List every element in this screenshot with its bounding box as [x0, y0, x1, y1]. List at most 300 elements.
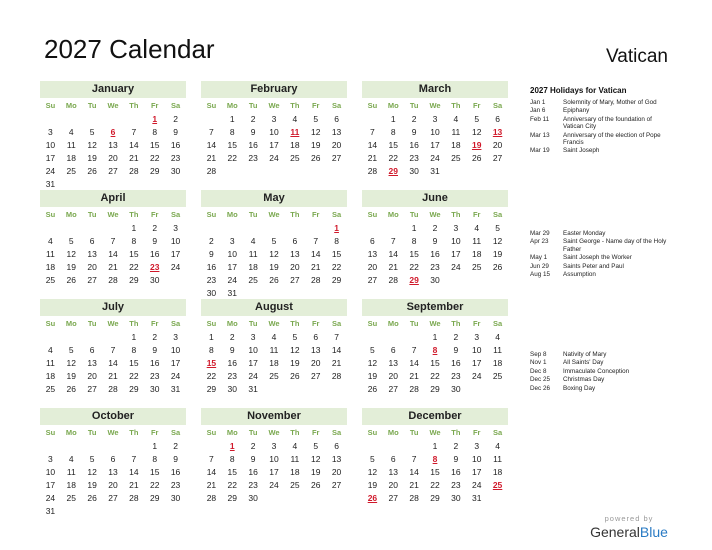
- day-cell: 21: [129, 153, 139, 163]
- day-cell: 22: [227, 480, 237, 490]
- day-cell: 3: [173, 223, 178, 233]
- day-cell: 13: [87, 249, 97, 259]
- day-cell: 5: [68, 236, 74, 246]
- weekday-label: Tu: [87, 101, 97, 110]
- day-cell: 29: [227, 493, 237, 503]
- day-cell: 3: [474, 332, 480, 342]
- day-cell: 10: [170, 236, 181, 246]
- weekday-label: We: [107, 210, 119, 219]
- day-cell: 29: [149, 166, 160, 176]
- empty-day-cell: [61, 113, 82, 126]
- day-cell: 9: [411, 127, 417, 137]
- holiday-name: Boxing Day: [563, 384, 596, 392]
- weekday-label: Mo: [226, 210, 238, 219]
- day-grid: [40, 331, 186, 396]
- weekday-label: Tu: [87, 210, 97, 219]
- weekday-header: [40, 426, 186, 440]
- day-cell: 9: [152, 345, 158, 355]
- weekday-label: Sa: [492, 319, 503, 328]
- day-cell: 22: [388, 153, 398, 163]
- day-cell: 2: [453, 332, 459, 342]
- day-cell: 9: [152, 236, 158, 246]
- holiday-list-q3: [530, 351, 670, 393]
- day-cell: 23: [248, 153, 258, 163]
- day-cell: 1: [411, 223, 417, 233]
- day-cell: 21: [129, 480, 139, 490]
- day-cell: 3: [250, 332, 256, 342]
- weekday-label: Fr: [150, 210, 159, 219]
- day-cell: 21: [108, 262, 118, 272]
- day-cell: 9: [250, 454, 256, 464]
- day-cell: 26: [492, 262, 503, 272]
- day-cell: 12: [310, 127, 321, 137]
- day-cell: 17: [471, 358, 482, 368]
- holiday-day-cell: 29: [388, 166, 398, 176]
- weekday-header: [201, 208, 347, 222]
- day-cell: 8: [152, 127, 158, 137]
- day-cell: 25: [290, 153, 300, 163]
- day-cell: 17: [269, 140, 279, 150]
- holiday-date: Nov 1: [530, 359, 547, 367]
- weekday-label: Tu: [409, 319, 419, 328]
- day-cell: 5: [495, 223, 500, 233]
- weekday-label: Mo: [226, 101, 238, 110]
- day-cell: 23: [170, 480, 181, 490]
- month-header: October: [40, 408, 186, 425]
- day-cell: 17: [170, 249, 181, 259]
- day-cell: 30: [451, 493, 461, 503]
- day-cell: 10: [227, 249, 237, 259]
- day-cell: 23: [430, 262, 440, 272]
- day-cell: 5: [474, 114, 480, 124]
- day-cell: 14: [367, 140, 378, 150]
- weekday-label: We: [268, 101, 280, 110]
- day-grid: [362, 440, 508, 505]
- day-cell: 9: [453, 454, 459, 464]
- holiday-entry: [530, 107, 670, 114]
- day-cell: 12: [269, 249, 279, 259]
- day-cell: 26: [87, 493, 97, 503]
- month-march: [362, 81, 508, 178]
- weekday-label: Tu: [248, 428, 258, 437]
- day-cell: 12: [367, 358, 378, 368]
- weekday-label: Sa: [331, 319, 342, 328]
- day-cell: 29: [129, 384, 139, 394]
- day-cell: 28: [331, 371, 342, 381]
- day-cell: 19: [269, 262, 279, 272]
- day-cell: 23: [451, 480, 461, 490]
- holiday-date: Apr 23: [530, 238, 549, 246]
- weekday-label: We: [429, 101, 441, 110]
- day-cell: 21: [310, 262, 321, 272]
- empty-day-cell: [243, 222, 264, 235]
- day-cell: 18: [290, 467, 300, 477]
- day-cell: 23: [409, 153, 419, 163]
- day-cell: 17: [471, 467, 482, 477]
- weekday-label: Fr: [150, 428, 159, 437]
- day-cell: 11: [493, 345, 502, 355]
- day-cell: 22: [129, 262, 139, 272]
- day-cell: 18: [492, 467, 503, 477]
- day-cell: 13: [108, 467, 118, 477]
- day-cell: 24: [471, 371, 482, 381]
- day-cell: 25: [45, 384, 56, 394]
- month-december: [362, 408, 508, 505]
- weekday-header: [40, 208, 186, 222]
- holiday-name: Saint Joseph: [563, 147, 600, 155]
- holiday-day-cell: 13: [492, 127, 503, 137]
- day-cell: 7: [411, 454, 417, 464]
- weekday-header: [201, 317, 347, 331]
- day-cell: 28: [206, 166, 217, 176]
- powered-by-text: powered by: [604, 514, 654, 523]
- day-cell: 14: [310, 249, 321, 259]
- holiday-name: Assumption: [563, 271, 596, 279]
- empty-day-cell: [284, 222, 305, 235]
- weekday-label: Su: [367, 210, 378, 219]
- empty-day-cell: [201, 222, 222, 235]
- day-cell: 29: [206, 384, 217, 394]
- empty-day-cell: [383, 440, 404, 453]
- weekday-label: We: [107, 101, 119, 110]
- day-cell: 22: [149, 153, 160, 163]
- day-cell: 16: [451, 358, 461, 368]
- day-cell: 14: [388, 249, 398, 259]
- month-header: December: [362, 408, 508, 425]
- day-cell: 11: [269, 345, 279, 355]
- empty-day-cell: [103, 113, 124, 126]
- weekday-label: We: [429, 319, 441, 328]
- weekday-label: We: [268, 210, 280, 219]
- weekday-label: Th: [451, 428, 461, 437]
- holiday-date: Jun 29: [530, 262, 549, 270]
- holiday-name: Epiphany: [563, 107, 590, 115]
- day-cell: 28: [409, 384, 419, 394]
- weekday-label: Sa: [170, 428, 181, 437]
- holiday-date: Dec 26: [530, 384, 550, 392]
- day-cell: 14: [409, 467, 419, 477]
- day-cell: 11: [451, 127, 461, 137]
- day-cell: 16: [149, 249, 160, 259]
- day-cell: 24: [170, 371, 181, 381]
- day-cell: 25: [471, 262, 482, 272]
- weekday-label: We: [429, 428, 441, 437]
- day-cell: 24: [451, 262, 461, 272]
- empty-day-cell: [404, 331, 425, 344]
- day-cell: 9: [229, 345, 235, 355]
- day-cell: 11: [493, 454, 502, 464]
- day-grid: [40, 440, 186, 518]
- day-cell: 4: [271, 332, 277, 342]
- day-cell: 6: [313, 332, 319, 342]
- weekday-label: Su: [45, 428, 56, 437]
- day-cell: 20: [388, 371, 398, 381]
- month-may: [201, 190, 347, 300]
- day-cell: 7: [411, 345, 417, 355]
- day-cell: 28: [129, 166, 139, 176]
- month-header: November: [201, 408, 347, 425]
- day-cell: 3: [229, 236, 235, 246]
- day-cell: 23: [206, 275, 217, 285]
- weekday-label: Su: [367, 101, 378, 110]
- day-cell: 31: [430, 166, 440, 176]
- day-cell: 17: [170, 358, 181, 368]
- day-cell: 10: [269, 127, 279, 137]
- day-cell: 4: [250, 236, 256, 246]
- day-cell: 2: [209, 236, 214, 246]
- day-cell: 10: [269, 454, 279, 464]
- day-cell: 18: [248, 262, 258, 272]
- holiday-name: Saint George - Name day of the Holy Father: [563, 238, 667, 253]
- holiday-name: Solemnity of Mary, Mother of God: [563, 99, 657, 106]
- day-cell: 19: [87, 480, 97, 490]
- weekday-label: Sa: [170, 101, 181, 110]
- weekday-header: [362, 426, 508, 440]
- day-cell: 3: [474, 441, 480, 451]
- day-cell: 27: [388, 384, 398, 394]
- month-july: [40, 299, 186, 396]
- weekday-label: Sa: [170, 319, 181, 328]
- day-cell: 6: [334, 114, 339, 124]
- holiday-day-cell: 29: [409, 275, 419, 285]
- day-cell: 7: [209, 454, 214, 464]
- holiday-day-cell: 1: [152, 114, 158, 124]
- holiday-day-cell: 23: [149, 262, 160, 272]
- weekday-label: Tu: [248, 210, 258, 219]
- day-cell: 1: [209, 332, 214, 342]
- holiday-entry: [530, 132, 670, 147]
- day-cell: 9: [173, 454, 178, 464]
- holiday-entry: [530, 385, 670, 392]
- day-cell: 30: [206, 288, 217, 298]
- weekday-label: Tu: [87, 319, 97, 328]
- month-november: [201, 408, 347, 505]
- day-cell: 3: [48, 127, 53, 137]
- month-header: January: [40, 81, 186, 98]
- weekday-label: Sa: [331, 101, 342, 110]
- weekday-label: Sa: [492, 101, 503, 110]
- holiday-day-cell: 11: [290, 127, 300, 137]
- empty-day-cell: [61, 222, 82, 235]
- holiday-name: Anniversary of the election of Pope Francis: [563, 131, 661, 147]
- day-cell: 25: [248, 275, 258, 285]
- month-january: [40, 81, 186, 191]
- day-cell: 20: [331, 467, 342, 477]
- day-cell: 12: [471, 127, 482, 137]
- day-cell: 3: [271, 441, 277, 451]
- weekday-header: [40, 99, 186, 113]
- day-cell: 3: [48, 454, 53, 464]
- day-cell: 13: [388, 358, 398, 368]
- month-header: June: [362, 190, 508, 207]
- day-cell: 8: [131, 236, 137, 246]
- day-cell: 28: [367, 166, 378, 176]
- day-cell: 24: [471, 480, 482, 490]
- day-cell: 2: [152, 223, 158, 233]
- day-cell: 17: [227, 262, 237, 272]
- day-cell: 25: [451, 153, 461, 163]
- day-cell: 3: [453, 223, 459, 233]
- day-cell: 21: [367, 153, 378, 163]
- weekday-header: [362, 99, 508, 113]
- weekday-label: We: [268, 428, 280, 437]
- day-cell: 19: [66, 371, 76, 381]
- day-cell: 17: [248, 358, 258, 368]
- day-cell: 20: [290, 262, 300, 272]
- day-cell: 15: [430, 467, 440, 477]
- day-cell: 26: [310, 480, 321, 490]
- day-cell: 27: [310, 371, 321, 381]
- day-cell: 23: [227, 371, 237, 381]
- day-cell: 16: [206, 262, 217, 272]
- day-cell: 12: [290, 345, 300, 355]
- day-cell: 8: [229, 127, 235, 137]
- day-cell: 15: [388, 140, 398, 150]
- day-cell: 17: [45, 153, 56, 163]
- holiday-entry: [530, 99, 670, 106]
- day-cell: 27: [290, 275, 300, 285]
- empty-day-cell: [222, 222, 243, 235]
- country-name: Vatican: [606, 46, 668, 67]
- day-cell: 6: [89, 236, 95, 246]
- day-cell: 26: [367, 384, 378, 394]
- day-cell: 18: [45, 262, 56, 272]
- day-cell: 19: [492, 249, 503, 259]
- holiday-day-cell: 26: [367, 493, 378, 503]
- day-cell: 16: [227, 358, 237, 368]
- holiday-entry: [530, 116, 670, 131]
- weekday-label: Th: [451, 319, 461, 328]
- day-cell: 7: [131, 454, 137, 464]
- day-cell: 5: [370, 345, 375, 355]
- weekday-label: Su: [206, 428, 217, 437]
- day-cell: 11: [290, 454, 300, 464]
- day-cell: 19: [367, 480, 378, 490]
- day-cell: 30: [170, 493, 181, 503]
- holiday-name: Nativity of Mary: [563, 351, 607, 358]
- day-cell: 10: [248, 345, 258, 355]
- month-august: [201, 299, 347, 396]
- day-grid: [40, 113, 186, 191]
- day-cell: 27: [388, 493, 398, 503]
- day-grid: [201, 222, 347, 300]
- day-cell: 22: [227, 153, 237, 163]
- day-cell: 18: [45, 371, 56, 381]
- day-cell: 12: [367, 467, 378, 477]
- weekday-label: Fr: [311, 319, 320, 328]
- day-cell: 18: [269, 358, 279, 368]
- weekday-label: Tu: [409, 428, 419, 437]
- holiday-name: Christmas Day: [563, 376, 605, 384]
- day-cell: 7: [390, 236, 396, 246]
- weekday-label: Sa: [492, 428, 503, 437]
- empty-day-cell: [103, 222, 124, 235]
- day-cell: 8: [131, 345, 137, 355]
- day-grid: [201, 440, 347, 505]
- day-cell: 15: [227, 140, 237, 150]
- day-grid: [362, 222, 508, 287]
- day-cell: 7: [209, 127, 214, 137]
- day-cell: 19: [87, 153, 97, 163]
- day-cell: 2: [432, 223, 438, 233]
- day-cell: 11: [66, 140, 76, 150]
- day-cell: 8: [152, 454, 158, 464]
- day-cell: 27: [108, 166, 118, 176]
- day-cell: 7: [131, 127, 137, 137]
- day-cell: 25: [66, 493, 76, 503]
- day-cell: 27: [367, 275, 378, 285]
- weekday-label: Fr: [150, 319, 159, 328]
- day-cell: 25: [45, 275, 56, 285]
- day-cell: 27: [87, 275, 97, 285]
- day-cell: 3: [271, 114, 277, 124]
- holiday-date: Feb 11: [530, 115, 550, 123]
- day-cell: 13: [331, 127, 342, 137]
- day-cell: 14: [108, 249, 118, 259]
- day-cell: 21: [388, 262, 398, 272]
- day-cell: 20: [310, 358, 321, 368]
- day-cell: 9: [173, 127, 178, 137]
- day-cell: 16: [451, 467, 461, 477]
- day-cell: 17: [451, 249, 461, 259]
- day-cell: 28: [108, 275, 118, 285]
- day-cell: 26: [66, 384, 76, 394]
- empty-day-cell: [103, 331, 124, 344]
- day-cell: 25: [492, 371, 503, 381]
- day-cell: 17: [269, 467, 279, 477]
- weekday-label: Tu: [409, 210, 419, 219]
- day-cell: 12: [492, 236, 503, 246]
- day-cell: 6: [110, 454, 116, 464]
- day-cell: 5: [89, 127, 95, 137]
- brand-logo: [588, 514, 670, 540]
- day-cell: 2: [229, 332, 235, 342]
- day-cell: 14: [206, 140, 217, 150]
- day-cell: 19: [66, 262, 76, 272]
- empty-day-cell: [123, 113, 144, 126]
- day-cell: 8: [390, 127, 396, 137]
- day-cell: 21: [206, 480, 217, 490]
- day-cell: 13: [290, 249, 300, 259]
- weekday-label: Th: [290, 101, 300, 110]
- empty-day-cell: [82, 222, 103, 235]
- weekday-label: Fr: [472, 101, 481, 110]
- day-cell: 31: [45, 179, 56, 189]
- weekday-label: Th: [129, 319, 139, 328]
- day-cell: 18: [492, 358, 503, 368]
- empty-day-cell: [305, 222, 326, 235]
- day-cell: 12: [87, 140, 97, 150]
- month-header: May: [201, 190, 347, 207]
- holiday-date: Mar 13: [530, 131, 550, 139]
- day-cell: 26: [269, 275, 279, 285]
- day-cell: 16: [248, 140, 258, 150]
- day-cell: 26: [290, 371, 300, 381]
- day-cell: 8: [411, 236, 417, 246]
- weekday-label: Mo: [65, 101, 77, 110]
- weekday-label: Fr: [311, 210, 320, 219]
- empty-day-cell: [264, 222, 285, 235]
- day-cell: 8: [229, 454, 235, 464]
- empty-day-cell: [82, 331, 103, 344]
- weekday-label: Sa: [170, 210, 181, 219]
- empty-day-cell: [40, 331, 61, 344]
- day-cell: 2: [411, 114, 417, 124]
- holiday-entry: [530, 147, 670, 154]
- day-cell: 10: [45, 467, 56, 477]
- day-cell: 12: [66, 358, 76, 368]
- day-cell: 2: [173, 441, 178, 451]
